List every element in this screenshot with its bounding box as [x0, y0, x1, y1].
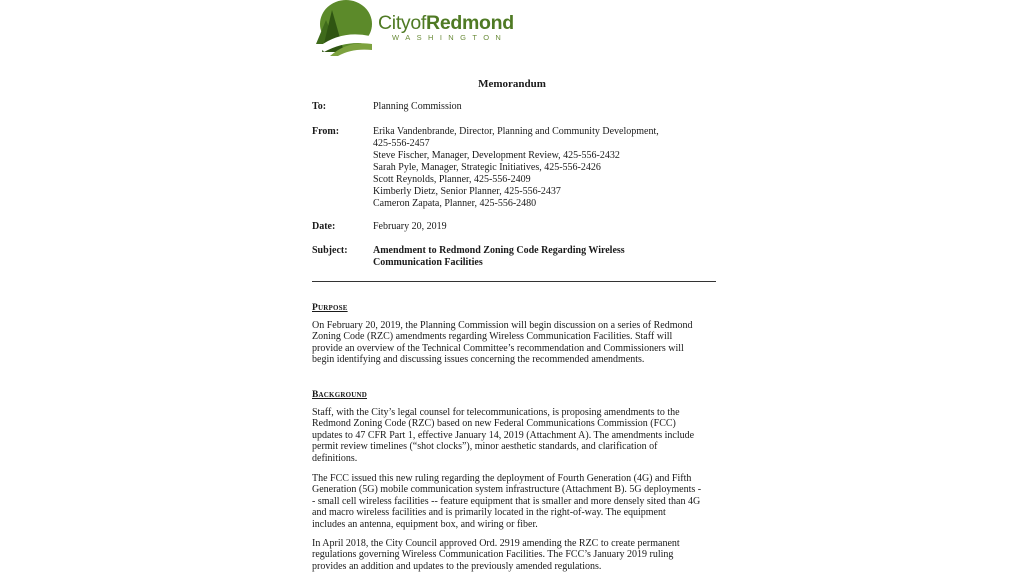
from-list — [373, 126, 713, 210]
paragraph-line: permit review timelines (“shot clocks”), minor aesthetic standards, and clarification of — [312, 441, 658, 453]
subject-line: Communication Facilities — [373, 257, 483, 268]
logo-state: WASHINGTON — [392, 33, 508, 42]
subject-line: Amendment to Redmond Zoning Code Regarding Wireless — [373, 245, 625, 256]
from-line: 425-556-2457 — [373, 138, 430, 149]
paragraph-line: Redmond Zoning Code (RZC) based on new Federal Communications Commission (FCC) — [312, 418, 676, 430]
background-paragraph-1 — [312, 407, 716, 464]
logo-city-name: Redmond — [426, 12, 514, 34]
background-heading: Background — [312, 390, 368, 400]
paragraph-line: provide an overview of the Technical Committee’s recommendation and Commissioners will — [312, 342, 684, 354]
from-line: Erika Vandenbrande, Director, Planning and Community Development, — [373, 126, 659, 137]
city-of-redmond-logo — [312, 0, 532, 56]
paragraph-line: On February 20, 2019, the Planning Commission will begin discussion on a series of Redmond — [312, 320, 693, 331]
header-divider — [312, 281, 716, 282]
paragraph-line: In April 2018, the City Council approved Ord. 2919 amending the RZC to create permanent — [312, 538, 680, 549]
from-line: Sarah Pyle, Manager, Strategic Initiatives, 425-556-2426 — [373, 162, 601, 173]
paragraph-line: updates to 47 CFR Part 1, effective January 14, 2019 (Attachment A). The amendments include — [312, 429, 695, 441]
purpose-paragraph — [312, 320, 716, 366]
subject-label: Subject: — [312, 245, 348, 256]
from-line: Steve Fischer, Manager, Development Review, 425-556-2432 — [373, 150, 620, 161]
date-label: Date: — [312, 221, 336, 232]
city-of-redmond-wordmark — [378, 12, 514, 35]
paragraph-line: - small cell wireless facilities -- feature equipment that is smaller and more densely sited than 4G — [312, 495, 701, 507]
purpose-heading: Purpose — [312, 303, 348, 313]
to-value: Planning Commission — [373, 101, 462, 112]
subject-value — [373, 245, 713, 269]
tree-landscape-logo-icon — [312, 0, 374, 56]
paragraph-line: and macro wireless facilities and is primarily located in the right-of-way. The equipment — [312, 507, 666, 519]
from-label: From: — [312, 126, 340, 137]
from-line: Cameron Zapata, Planner, 425-556-2480 — [373, 198, 537, 209]
paragraph-line: Zoning Code (RZC) amendments regarding Wireless Communication Facilities. Staff will — [312, 331, 673, 343]
paragraph-line: Generation (5G) mobile communication system infrastructure (Attachment B). 5G deployments - — [312, 484, 702, 496]
from-line: Scott Reynolds, Planner, 425-556-2409 — [373, 174, 531, 185]
date-value: February 20, 2019 — [373, 221, 447, 232]
logo-city-prefix: Cityof — [378, 12, 427, 34]
paragraph-line: Staff, with the City’s legal counsel for telecommunications, is proposing amendments to the — [312, 407, 680, 418]
background-paragraph-2 — [312, 473, 716, 530]
paragraph-line: The FCC issued this new ruling regarding the deployment of Fourth Generation (4G) and Fifth — [312, 473, 692, 484]
background-paragraph-3 — [312, 538, 716, 572]
memo-title: Memorandum — [478, 78, 546, 90]
to-label: To: — [312, 101, 327, 112]
from-line: Kimberly Dietz, Senior Planner, 425-556-2437 — [373, 186, 561, 197]
paragraph-line: includes an antenna, equipment box, and wiring or fiber. — [312, 518, 538, 530]
paragraph-line: regulations governing Wireless Communication Facilities. The FCC’s January 2019 ruling — [312, 549, 674, 561]
paragraph-line: provides an addition and updates to the previously amended regulations. — [312, 560, 602, 572]
paragraph-line: definitions. — [312, 452, 358, 464]
paragraph-line: begin identifying and discussing issues concerning the recommended amendments. — [312, 354, 645, 366]
